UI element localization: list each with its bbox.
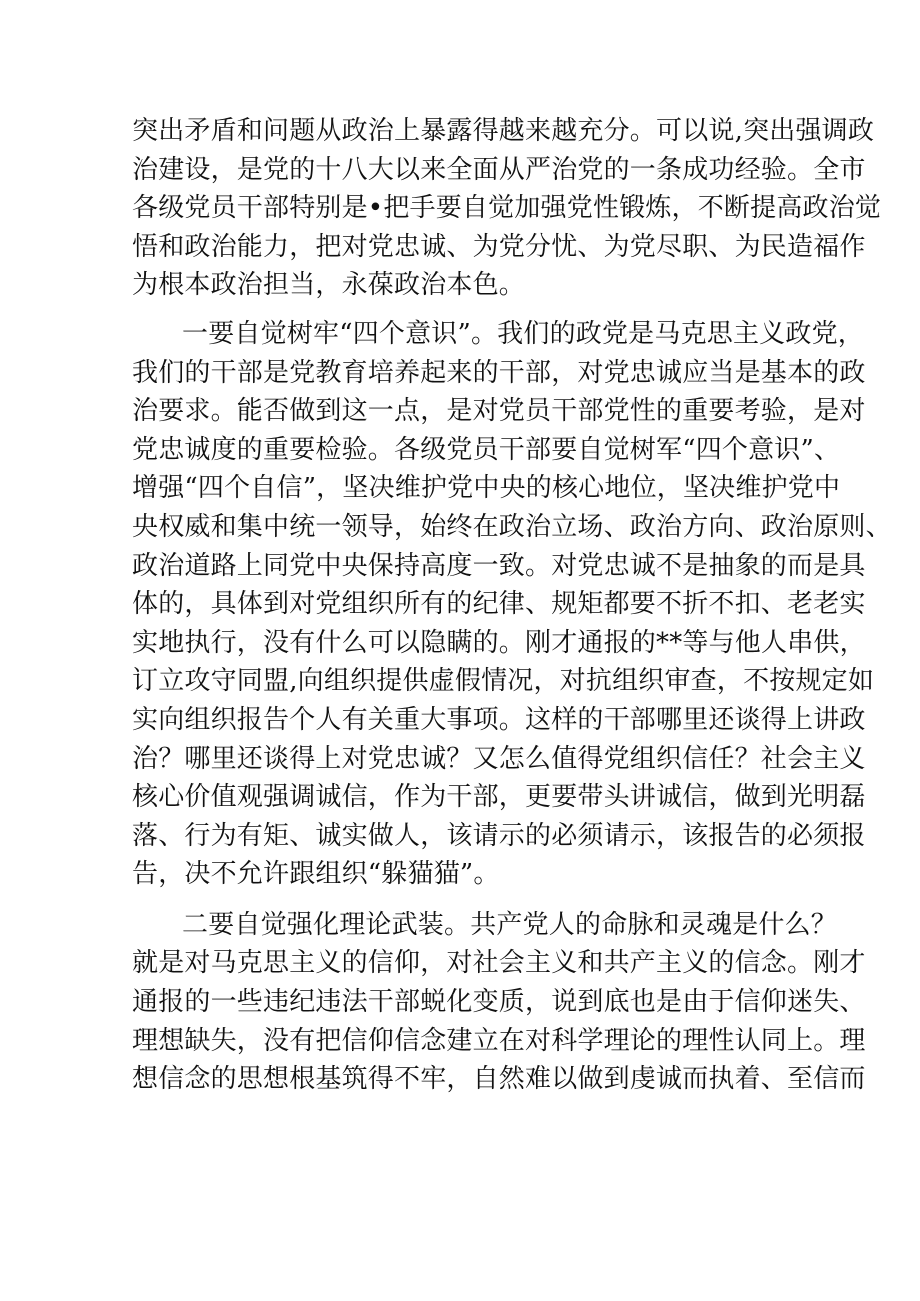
text-line: 就是对马克思主义的信仰，对社会主义和共产主义的信念。刚才: [132, 948, 866, 979]
paragraph-2: [132, 315, 892, 894]
text-line: 告，决不允许跟组织“躲猫猫”。: [132, 859, 500, 890]
text-line: 增强“四个自信”，坚决维护党中央的核心地位，坚决维护党中: [132, 473, 841, 504]
text-line: 政治道路上同党中央保持高度一致。对党忠诚不是抽象的而是具: [132, 550, 866, 581]
paragraph-3: [132, 906, 866, 1099]
text-line: 实地执行，没有什么可以隐瞒的。刚才通报的**等与他人串供，: [132, 627, 866, 658]
text-line: 治要求。能否做到这一点，是对党员干部党性的重要考验，是对: [132, 396, 866, 427]
text-line: 二要自觉强化理论武装。共产党人的命脉和灵魂是什么？: [182, 909, 838, 940]
text-line: 党忠诚度的重要检验。各级党员干部要自觉树军“四个意识”、: [132, 434, 841, 465]
text-line: 想信念的思想根基筑得不牢，自然难以做到虔诚而执着、至信而: [132, 1064, 866, 1095]
text-line: 一要自觉树牢“四个意识”。我们的政党是马克思主义政党，: [182, 318, 864, 349]
text-line: 治？哪里还谈得上对党忠诚？又怎么值得党组织信任？社会主义: [132, 743, 866, 774]
text-line: 央权威和集中统一领导，始终在政治立场、政治方向、政治原则、: [132, 511, 892, 542]
document-body: [132, 112, 892, 1099]
text-line: 实向组织报告个人有关重大事项。这样的干部哪里还谈得上讲政: [132, 704, 866, 735]
text-line: 突出矛盾和问题从政治上暴露得越来越充分。可以说,突出强调政: [132, 116, 875, 146]
text-line: 治建设，是党的十八大以来全面从严治党的一条成功经验。全市: [132, 154, 866, 185]
paragraph-1: [132, 112, 882, 305]
text-line: 通报的一些违纪违法干部蜕化变质，说到底也是由于信仰迷失、: [132, 987, 866, 1018]
text-line: 理想缺失，没有把信仰信念建立在对科学理论的理性认同上。理: [132, 1025, 866, 1056]
text-line: 核心价值观强调诚信，作为干部，更要带头讲诚信，做到光明磊: [132, 782, 866, 813]
text-line: 我们的干部是党教育培养起来的干部，对党忠诚应当是基本的政: [132, 357, 866, 388]
text-line: 订立攻守同盟,向组织提供虚假情况，对抗组织审查，不按规定如: [132, 666, 875, 697]
text-line: 悟和政治能力，把对党忠诚、为党分忧、为党尽职、为民造福作: [132, 231, 866, 262]
text-line: 各级党员干部特别是•把手要自觉加强党性锻炼，不断提高政治觉: [132, 193, 882, 224]
text-line: 体的，具体到对党组织所有的纪律、规矩都要不折不扣、老老实: [132, 589, 866, 620]
text-line: 为根本政治担当，永葆政治本色。: [132, 270, 526, 301]
text-line: 落、行为有矩、诚实做人，该请示的必须请示，该报告的必须报: [132, 820, 866, 851]
